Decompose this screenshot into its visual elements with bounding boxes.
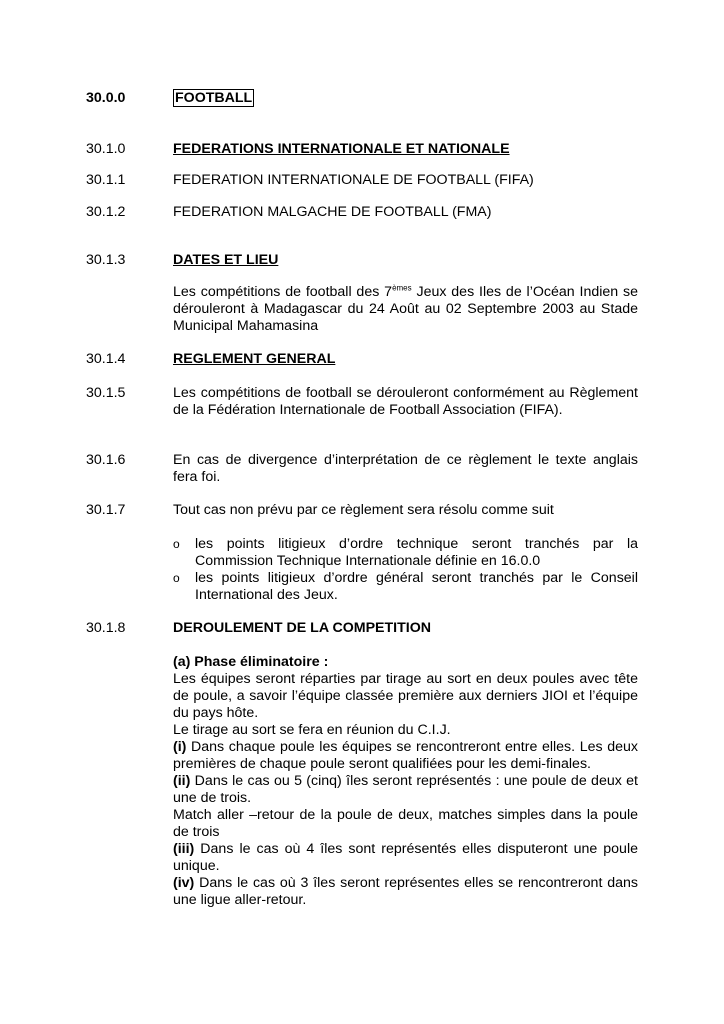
superscript: èmes [392,283,412,293]
bullet-icon: o [173,537,180,551]
paragraph-ii: (ii) Dans le cas ou 5 (cinq) îles seront représentés : une poule de deux et une de trois. [173,773,638,806]
phase-title: (a) Phase éliminatoire : [173,654,329,670]
paragraph: Les équipes seront réparties par tirage au sort en deux poules avec tête de poule, a savoir l’équipe classée première aux derniers JIOI et l’équipe du pays hôte. [173,671,638,721]
list-item-text: les points litigieux d’ordre technique seront tranchés par la Commission Technique Internationale définie en 16.0.0 [195,536,638,569]
section-number: 30.1.5 [86,385,126,401]
section-text: FEDERATION INTERNATIONALE DE FOOTBALL (FIFA) [173,172,534,188]
section-title: REGLEMENT GENERAL [173,351,336,367]
section-number: 30.1.8 [86,620,126,636]
section-number: 30.1.2 [86,204,126,220]
section-number: 30.1.0 [86,141,126,157]
paragraph-iv: (iv) Dans le cas où 3 îles seront représentes elles se rencontreront dans une ligue aller-retour. [173,875,638,908]
section-text: En cas de divergence d’interprétation de ce règlement le texte anglais fera foi. [173,452,638,485]
paragraph-iii: (iii) Dans le cas où 4 îles sont représentés elles disputeront une poule unique. [173,841,638,874]
section-title: DEROULEMENT DE LA COMPETITION [173,620,432,636]
section-text: FEDERATION MALGACHE DE FOOTBALL (FMA) [173,204,492,220]
section-title: DATES ET LIEU [173,252,279,268]
list-item-text: les points litigieux d’ordre général seront tranchés par le Conseil International des Jeux. [195,570,638,603]
paragraph: Match aller –retour de la poule de deux, matches simples dans la poule de trois [173,807,638,840]
section-number: 30.0.0 [86,90,126,106]
section-text: Les compétitions de football se dérouleront conformément au Règlement de la Fédération Internationale de Football Association (FIFA). [173,385,638,418]
section-text: Tout cas non prévu par ce règlement sera résolu comme suit [173,502,554,518]
section-title-football: FOOTBALL [175,90,253,106]
section-title: FEDERATIONS INTERNATIONALE ET NATIONALE [173,141,510,157]
section-number: 30.1.3 [86,252,126,268]
section-number: 30.1.7 [86,502,126,518]
section-number: 30.1.1 [86,172,126,188]
paragraph: Le tirage au sort se fera en réunion du C.I.J. [173,722,451,738]
section-number: 30.1.6 [86,452,126,468]
paragraph: Les compétitions de football des 7èmes Jeux des Iles de l’Océan Indien se dérouleront à Madagascar du 24 Août au 02 Septembre 2003 au Stade Municipal Mahamasina [173,283,638,334]
section-number: 30.1.4 [86,351,126,367]
bullet-icon: o [173,571,180,585]
paragraph-block [173,654,638,909]
paragraph-i: (i) Dans chaque poule les équipes se rencontreront entre elles. Les deux premières de chaque poule seront qualifiées pour les demi-finales. [173,739,638,772]
